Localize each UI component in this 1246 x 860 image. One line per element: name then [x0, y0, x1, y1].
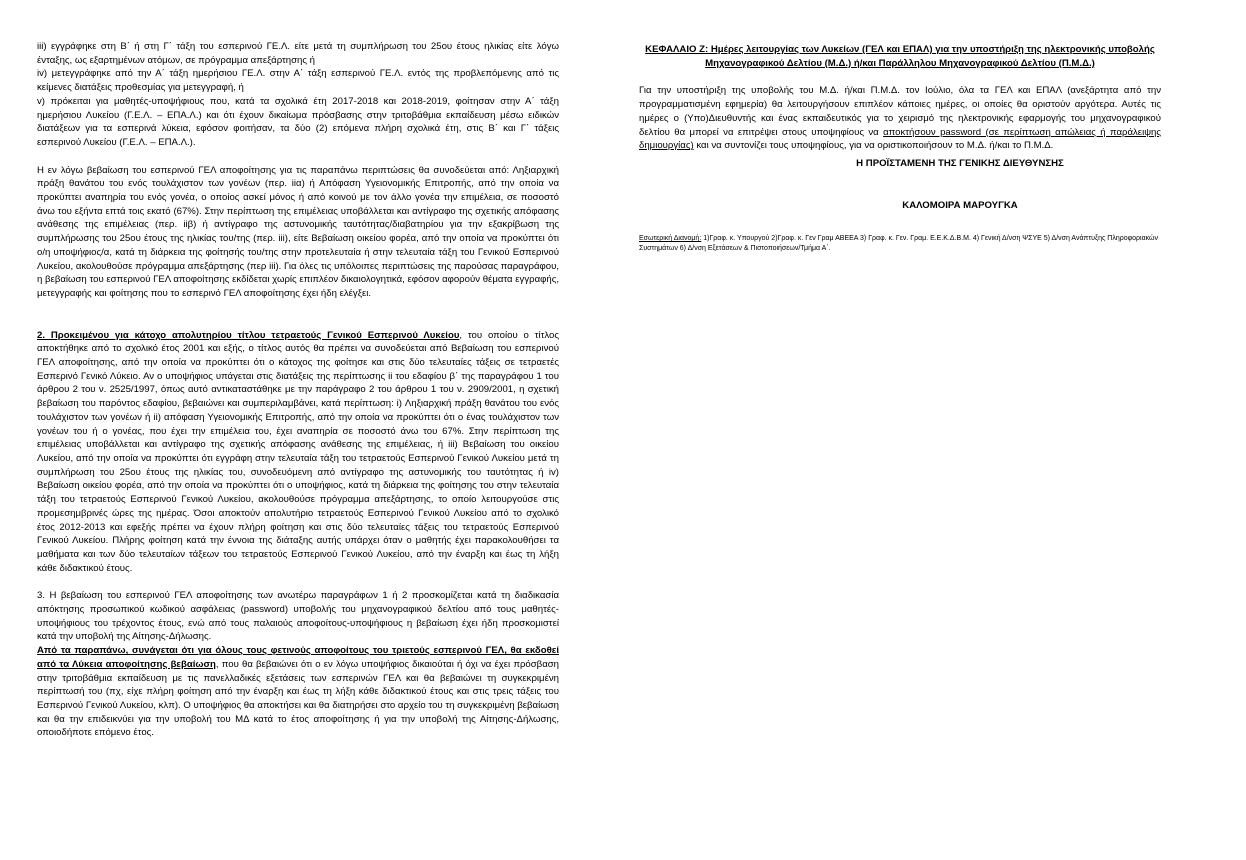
signature-name: ΚΑΛΟΜΟΙΡΑ ΜΑΡΟΥΓΚΑ: [902, 199, 1018, 211]
distribution-label: Εσωτερική Διανομή:: [639, 235, 702, 243]
item-v: v) πρόκειται για μαθητές-υποψήφιους που, κατά τα σχολικά έτη 2017-2018 και 2018-2019, φοίτησαν στην Α΄ τάξη ημερήσιου Λυκείου (Γ.Ε.Λ. – ΕΠΑ.Λ.) και ότι έχουν δικαίωμα πρόσβασης στην τριτοβάθμια εκπαίδευση μέσω ειδικών διατάξεων για τα εσπερινά λύκεια, εφόσον φοιτήσαν, τα δύο (2) επόμενα πλήρη σχολικά έτη, στις Β΄ και Γ΄ τάξεις εσπερινού Λυκείου (Γ.Ε.Λ. – ΕΠΑ.Λ.).: [37, 95, 559, 148]
section-2-paragraph: [37, 329, 559, 576]
left-column: [37, 40, 559, 740]
section-2-heading: 2. Προκειμένου για κάτοχο απολυτηρίου τίτλου τετραετούς Γενικού Εσπερινού Λυκείου: [37, 329, 460, 341]
support-paragraph: [639, 84, 1161, 153]
internal-distribution: [639, 234, 1161, 253]
support-text-end: και να συντονίζει τους υποψηφίους, για να οριστικοποιήσουν το Μ.Δ. ή/και το Π.Μ.Δ.: [693, 140, 1054, 152]
certificate-paragraph: Η εν λόγω βεβαίωση του εσπερινού ΓΕΛ αποφοίτησης για τις παραπάνω περιπτώσεις θα συνοδεύεται από: Ληξιαρχική πράξη θανάτου του ενός τουλάχιστον των γονέων (περ. iiα) ή Απόφαση Υγειονομικής Επιτροπής, από την οποία να προκύπτει αναπηρία του ενός γονέα, ο οποίος ασκεί μόνος ή από κοινού με τον άλλο γονέα την επιμέλεια, σε ποσοστό άνω του εξήντα επτά τοις εκατό (67%). Στην περίπτωση της επιμέλειας υποβάλλεται και αντίγραφο της σχετικής απόφασης ανάθεσης της επιμέλειας (περ. iiβ) ή αντίγραφο της αστυνομικής ταυτότητας/διαβατηρίου για την εξακρίβωση της συμπλήρωσης του 25ου έτους της ηλικίας του/της (περ. iii), είτε Βεβαίωση οικείου φορέα, από την οποία να προκύπτει ότι ο/η υποψήφιος/α, κατά τη διάρκεια της φοίτησής του/της στην προτελευταία ή στην τελευταία τάξη του Γενικού Εσπερινού Λυκείου, ακολουθούσε πρόγραμμα απεξάρτησης (περ iii). Για όλες τις υπόλοιπες περιπτώσεις της παρούσας παραγράφου, η βεβαίωση του εσπερινού ΓΕΛ αποφοίτησης εκδίδεται χωρίς επιπλέον δικαιολογητικά, εφόσον αφορούν θέματα εγγραφής, μετεγγραφής και φοίτησης που το εσπερινό ΓΕΛ αποφοίτησης έχει ήδη ελέγξει.: [37, 164, 559, 299]
right-column: [639, 43, 1161, 253]
item-iv: iv) μετεγγράφηκε από την Α΄ τάξη ημερήσιου ΓΕ.Λ. στην Α΄ τάξη εσπερινού ΓΕ.Λ. εντός της προβλεπόμενης από τις κείμενες διατάξεις προθεσμίας για μετεγγραφή, ή: [37, 68, 559, 94]
section-2-text: , του οποίου ο τίτλος αποκτήθηκε από το σχολικό έτος 2001 και εξής, ο τίτλος αυτός θα πρέπει να συνοδεύεται από Βεβαίωση του εσπερινού ΓΕΛ αποφοίτησης, από την οποία να προκύπτει ότι ο κάτοχος της φοίτησε και στις δύο τελευταίες τάξεις σε τετραετές Εσπερινό Γενικό Λύκειο. Αν ο υποψήφιος υπάγεται στις διατάξεις της περίπτωσης ii του εδαφίου β΄ της παραγράφου 1 του άρθρου 2 του ν. 2525/1997, όπως αυτό αντικαταστάθηκε με την παράγραφο 2 του άρθρου 1 του ν. 2909/2001, η σχετική βεβαίωση του παρόντος εδαφίου, βεβαιώνει και συμπεριλαμβάνει, κατά περίπτωση: i) Ληξιαρχική πράξη θανάτου του ενός τουλάχιστον των γονέων ή ii) απόφαση Υγειονομικής Επιτροπής, από την οποία να προκύπτει ότι ο ένας τουλάχιστον των γονέων του ή ο γονέας, που έχει την επιμέλεια του, έχει αναπηρία σε ποσοστό άνω του 67%. Στην περίπτωση της επιμέλειας υποβάλλεται και αντίγραφο της σχετικής απόφασης ανάθεσης της επιμέλειας, ή iii) Βεβαίωση του οικείου Λυκείου, από την οποία να προκύπτει ότι εγγράφη στην τελευταία τάξη του τετραετούς Εσπερινού Γενικού Λυκείου μετά τη συμπλήρωση του 25ου έτους της ηλικίας του, συνοδευόμενη από αντίγραφο της αστυνομικής του ταυτότητας ή iv) Βεβαίωση οικείου φορέα, από την οποία να προκύπτει ότι ο υποψήφιος, κατά τη διάρκεια της φοίτησης του στην τελευταία τάξη του τετραετούς Εσπερινού Γενικού Λυκείου, ακολουθούσε πρόγραμμα απεξάρτησης, το οποίο λειτουργούσε στις προμεσημβρινές ώρες της ημέρας. Όσοι αποκτούν απολυτήριο τετραετούς Εσπερινού Γενικού Λυκείου από το σχολικό έτος 2012-2013 και εφεξής πρέπει να έχουν πλήρη φοίτηση και στις δύο τελευταίες τάξεις του τετραετούς Εσπερινού Γενικού Λυκείου. Πλήρης φοίτηση κατά την έννοια της διάταξης αυτής υπάρχει όταν ο μαθητής έχει παρακολουθήσει τα μαθήματα και των δύο τελευταίων τάξεων του τετραετούς Εσπερινού Γενικού Λυκείου, από την έναρξη και έως τη λήξη κάθε διδακτικού έτους.: [37, 329, 559, 574]
chapter-title: [639, 43, 1161, 70]
password-note: αποκτήσουν password (σε περίπτωση απώλειας ή παράλειψης δημιουργίας): [639, 126, 1162, 152]
section-3-paragraph: 3. Η βεβαίωση του εσπερινού ΓΕΛ αποφοίτησης των ανωτέρω παραγράφων 1 ή 2 προσκομίζεται κατά τη διαδικασία απόκτησης προσωπικού κωδικού ασφάλειας (password) υποβολής του μηχανογραφικού δελτίου από τους μαθητές-υποψήφιους του τρέχοντος έτους, ενώ από τους παλαιούς αποφοίτους-υποψήφιους η βεβαίωση έχει ήδη προσκομιστεί κατά την υποβολή της Αίτησης-Δήλωσης.: [37, 590, 559, 643]
emphasis-text: , που θα βεβαιώνει ότι ο εν λόγω υποψήφιος δικαιούται ή όχι να έχει πρόσβαση στην τριτοβάθμια εκπαίδευση με τις πανελλαδικές εξετάσεις των εσπερινών ΓΕΛ και θα βεβαιώνει τη συγκεκριμένη περίπτωσή του (πχ, είχε πλήρη φοίτηση από την έναρξη και έως τη λήξη κάθε διδακτικού έτους και στις τρεις τάξεις του Εσπερινού Γενικού Λυκείου, κλπ). Ο υποψήφιος θα αποκτήσει και θα διατηρήσει στο αρχείο του τη συγκεκριμένη βεβαίωση και θα την επιδεικνύει για την υποβολή του ΜΔ κατά το έτος αποφοίτησης ή για την υποβολή της Αίτησης-Δήλωσης, οποιοδήποτε επόμενο έτος.: [37, 658, 559, 739]
emphasis-heading: Από τα παραπάνω, συνάγεται ότι για όλους τους φετινούς αποφοίτους του τριετούς εσπερινού ΓΕΛ, θα εκδοθεί από τα Λύκεια αποφοίτησης βεβαίωση: [37, 645, 559, 670]
support-text-start: Για την υποστήριξη της υποβολής του Μ.Δ. ή/και Π.Μ.Δ. τον Ιούλιο, όλα τα ΓΕΛ και ΕΠΑΛ (ανεξάρτητα από την προγραμματισμένη εφημερία) θα λειτουργήσουν επιπλέον κάποιες ημέρες, οι οποίες θα οριστούν αργότερα. Αυτές τις ημέρες ο (Υπο)Διευθυντής και ένας εκπαιδευτικός για το χειρισμό της ηλεκτρονικής εφαρμογής του μηχανογραφικού δελτίου θα μπορεί να επιτρέψει στους υποψηφίους να: [639, 85, 1161, 138]
item-iii: iii) εγγράφηκε στη Β΄ ή στη Γ΄ τάξη του εσπερινού ΓΕ.Λ. είτε μετά τη συμπλήρωση του 25ου έτους ηλικίας είτε λόγω ένταξης, ως εξαρτημένων ατόμων, σε πρόγραμμα απεξάρτησης ή: [37, 41, 559, 66]
chapter-title-line-1: ΚΕΦΑΛΑΙΟ Ζ: Ημέρες λειτουργίας των Λυκείων (ΓΕΛ και ΕΠΑΛ) για την υποστήριξη της ηλεκτρονικής υποβολής: [645, 44, 1155, 55]
distribution-text: 1)Γραφ. κ. Υπουργού 2)Γραφ. κ. Γεν Γραμ ΑΒΕΕΑ 3) Γραφ. κ. Γεν. Γραμ. Ε.Ε.Κ.Δ.Β.Μ. 4) Γενική Δ/νση ΨΣΥΕ 5) Δ/νση Ανάπτυξης Πληροφοριακών Συστημάτων 6) Δ/νση Εξετάσεων & Πιστοποιήσεων/Τμήμα Α΄.: [639, 235, 1159, 252]
chapter-title-line-2: Μηχανογραφικού Δελτίου (Μ.Δ.) ή/και Παράλληλου Μηχανογραφικού Δελτίου (Π.Μ.Δ.): [705, 57, 1095, 69]
emphasis-paragraph: [37, 644, 559, 740]
signature-title: Η ΠΡΟΪΣΤΑΜΕΝΗ ΤΗΣ ΓΕΝΙΚΗΣ ΔΙΕΥΘΥΝΣΗΣ: [856, 157, 1064, 169]
